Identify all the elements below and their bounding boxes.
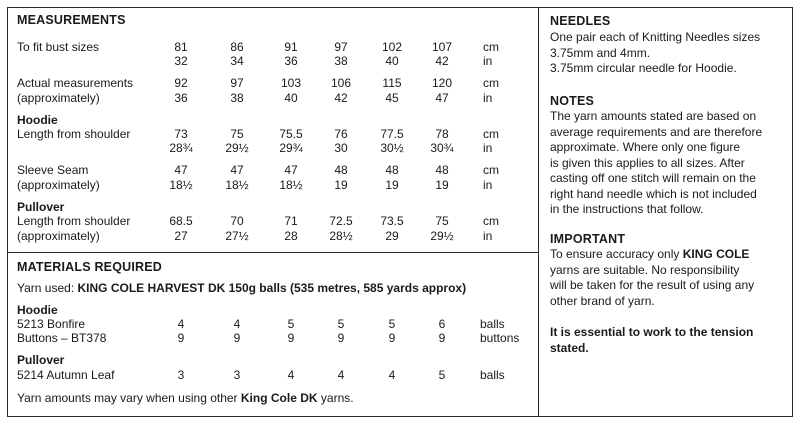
unit-in: in <box>483 141 493 155</box>
size-value-cell: 9 <box>388 331 396 345</box>
size-value-cell: 102 <box>381 40 403 54</box>
size-value-cell: 28¾ <box>169 141 193 155</box>
size-value-cell: 86 <box>230 40 244 54</box>
size-value-cell: 106 <box>330 76 352 90</box>
size-value-cell: 47 <box>435 91 449 105</box>
footnote-suffix: yarns. <box>317 391 354 405</box>
notes-text <box>550 109 762 218</box>
size-value-cell: 5 <box>438 368 446 382</box>
size-value-cell: 73.5 <box>380 214 404 228</box>
sizes-label: To fit bust sizes <box>17 40 100 54</box>
buttons-label: Buttons – BT378 <box>17 331 107 345</box>
measurements-heading: MEASUREMENTS <box>17 13 126 27</box>
size-value-cell: 36 <box>174 91 188 105</box>
important-line: yarns are suitable. No responsibility <box>550 262 740 277</box>
size-value-cell: 71 <box>284 214 298 228</box>
unit-in: in <box>483 178 493 192</box>
size-value-cell: 3 <box>233 368 241 382</box>
size-value-cell: 75.5 <box>279 127 303 141</box>
footnote-prefix: Yarn amounts may vary when using other <box>17 391 241 405</box>
notes-line: The yarn amounts stated are based on <box>550 109 757 123</box>
size-value-cell: 103 <box>280 76 302 90</box>
size-value-cell: 27 <box>174 229 188 243</box>
notes-line: is given this applies to all sizes. After <box>550 155 745 170</box>
size-value-cell: 36 <box>284 54 298 68</box>
sleeve-label: Sleeve Seam <box>17 163 89 177</box>
notes-line: right hand needle which is not included <box>550 186 757 201</box>
pullover-title: Pullover <box>17 200 65 214</box>
size-value-cell: 75 <box>230 127 244 141</box>
size-value-cell: 38 <box>334 54 348 68</box>
size-value-cell: 45 <box>385 91 399 105</box>
size-value-cell: 4 <box>337 368 345 382</box>
important-line: To ensure accuracy only <box>550 247 683 261</box>
size-value-cell: 18½ <box>225 178 249 192</box>
pullover-length-label: Length from shoulder <box>17 214 131 228</box>
footnote-bold: King Cole DK <box>240 391 318 405</box>
important-line: will be taken for the result of using any <box>550 278 755 292</box>
size-value-cell: 75 <box>435 214 449 228</box>
size-value-cell: 47 <box>174 163 188 177</box>
bonfire-unit: balls <box>480 317 505 331</box>
unit-cm: cm <box>483 214 499 228</box>
tension-line: It is essential to work to the tension <box>550 325 754 339</box>
yarn-used <box>17 281 466 295</box>
size-value-cell: 40 <box>385 54 399 68</box>
actual-label: Actual measurements <box>17 76 134 90</box>
size-value-cell: 29 <box>385 229 399 243</box>
size-value-cell: 29¾ <box>279 141 303 155</box>
size-value-cell: 78 <box>435 127 449 141</box>
size-value-cell: 9 <box>438 331 446 345</box>
size-value-cell: 32 <box>174 54 188 68</box>
size-value-cell: 4 <box>233 317 241 331</box>
important-text <box>550 247 754 309</box>
hoodie-length-label: Length from shoulder <box>17 127 131 141</box>
size-value-cell: 18½ <box>279 178 303 192</box>
size-value-cell: 4 <box>177 317 185 331</box>
size-value-cell: 19 <box>385 178 399 192</box>
size-value-cell: 29½ <box>430 229 454 243</box>
size-value-cell: 120 <box>431 76 453 90</box>
tension-text <box>550 325 753 356</box>
size-value-cell: 5 <box>287 317 295 331</box>
notes-heading: NOTES <box>550 94 595 108</box>
hoodie-title: Hoodie <box>17 113 58 127</box>
size-value-cell: 107 <box>431 40 453 54</box>
size-value-cell: 19 <box>435 178 449 192</box>
size-value-cell: 19 <box>334 178 348 192</box>
important-heading: IMPORTANT <box>550 232 626 246</box>
size-value-cell: 77.5 <box>380 127 404 141</box>
unit-cm: cm <box>483 76 499 90</box>
pullover-approx-label: (approximately) <box>17 229 100 243</box>
yarn-used-value: KING COLE HARVEST DK 150g balls (535 metres, 585 yards approx) <box>77 281 467 295</box>
needles-line: One pair each of Knitting Needles sizes <box>550 30 761 44</box>
size-value-cell: 92 <box>174 76 188 90</box>
size-value-cell: 29½ <box>225 141 249 155</box>
size-value-cell: 42 <box>435 54 449 68</box>
yarn-footnote <box>17 391 354 405</box>
bonfire-label: 5213 Bonfire <box>17 317 86 331</box>
materials-heading: MATERIALS REQUIRED <box>17 260 163 274</box>
size-value-cell: 70 <box>230 214 244 228</box>
needles-line: 3.75mm and 4mm. <box>550 45 651 60</box>
size-value-cell: 72.5 <box>329 214 353 228</box>
size-value-cell: 9 <box>233 331 241 345</box>
unit-cm: cm <box>483 163 499 177</box>
size-value-cell: 73 <box>174 127 188 141</box>
size-value-cell: 81 <box>174 40 188 54</box>
unit-in: in <box>483 91 493 105</box>
size-value-cell: 68.5 <box>169 214 193 228</box>
autumn-leaf-label: 5214 Autumn Leaf <box>17 368 115 382</box>
unit-cm: cm <box>483 127 499 141</box>
needles-line: 3.75mm circular needle for Hoodie. <box>550 61 737 75</box>
size-value-cell: 4 <box>287 368 295 382</box>
notes-line: in the instructions that follow. <box>550 202 704 216</box>
materials-hoodie-title: Hoodie <box>17 303 58 317</box>
size-value-cell: 30 <box>334 141 348 155</box>
unit-in: in <box>483 54 493 68</box>
tension-line: stated. <box>550 340 589 355</box>
size-value-cell: 9 <box>337 331 345 345</box>
size-value-cell: 40 <box>284 91 298 105</box>
size-value-cell: 4 <box>388 368 396 382</box>
size-value-cell: 28½ <box>329 229 353 243</box>
size-value-cell: 91 <box>284 40 298 54</box>
size-value-cell: 47 <box>230 163 244 177</box>
important-bold: KING COLE <box>682 247 750 261</box>
sleeve-approx-label: (approximately) <box>17 178 100 192</box>
size-value-cell: 27½ <box>225 229 249 243</box>
buttons-unit: buttons <box>480 331 520 345</box>
size-value-cell: 38 <box>230 91 244 105</box>
size-value-cell: 9 <box>287 331 295 345</box>
size-value-cell: 97 <box>230 76 244 90</box>
size-value-cell: 5 <box>388 317 396 331</box>
notes-line: approximate. Where only one figure <box>550 140 741 154</box>
size-value-cell: 47 <box>284 163 298 177</box>
size-value-cell: 48 <box>385 163 399 177</box>
size-value-cell: 5 <box>337 317 345 331</box>
size-value-cell: 6 <box>438 317 446 331</box>
size-value-cell: 3 <box>177 368 185 382</box>
notes-line: average requirements and are therefore <box>550 124 763 139</box>
yarn-used-label: Yarn used: <box>17 281 75 295</box>
size-value-cell: 76 <box>334 127 348 141</box>
notes-line: casting off one stitch will remain on the <box>550 171 756 185</box>
size-value-cell: 30½ <box>380 141 404 155</box>
size-value-cell: 97 <box>334 40 348 54</box>
size-value-cell: 18½ <box>169 178 193 192</box>
size-value-cell: 9 <box>177 331 185 345</box>
autumn-leaf-unit: balls <box>480 368 505 382</box>
size-value-cell: 48 <box>334 163 348 177</box>
needles-text <box>550 30 760 77</box>
size-value-cell: 34 <box>230 54 244 68</box>
size-value-cell: 28 <box>284 229 298 243</box>
actual-approx-label: (approximately) <box>17 91 100 105</box>
materials-pullover-title: Pullover <box>17 353 65 367</box>
unit-in: in <box>483 229 493 243</box>
size-value-cell: 48 <box>435 163 449 177</box>
needles-heading: NEEDLES <box>550 14 611 28</box>
size-value-cell: 42 <box>334 91 348 105</box>
size-value-cell: 115 <box>382 76 402 90</box>
unit-cm: cm <box>483 40 499 54</box>
important-line: other brand of yarn. <box>550 293 655 308</box>
size-value-cell: 30¾ <box>430 141 454 155</box>
